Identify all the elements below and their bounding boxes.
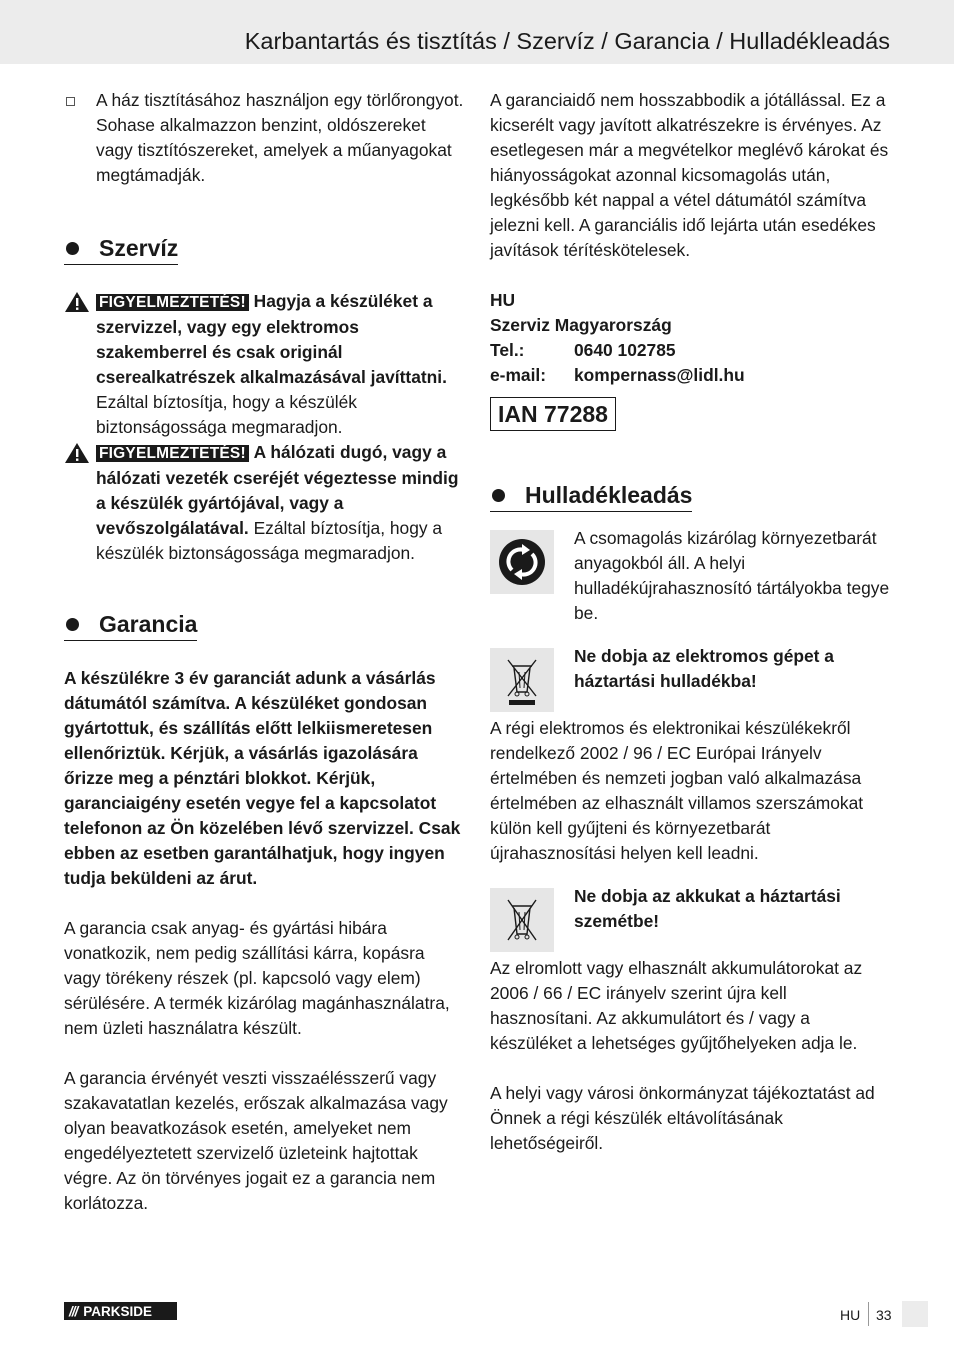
warranty-para-3: A garancia érvényét veszti visszaélésszerű vagy szakavatatlan kezelés, erőszak alkalmazása vagy olyan beavatkozások esetén, amelyeket nem engedélyeztetett szervizelő üzleteink hajtottak végre. Az ön törvényes jogait ez a garancia nem korlátozza.: [64, 1068, 448, 1213]
email-label: e-mail:: [490, 365, 547, 385]
weee-item: [490, 644, 890, 708]
email-value: kompernass@lidl.hu: [574, 365, 745, 385]
crossed-out-bin-icon: [490, 648, 554, 712]
section-heading-service: [64, 235, 178, 265]
section-title: Garancia: [99, 611, 198, 637]
battery-item: [490, 884, 890, 948]
warning-triangle-icon: [64, 291, 90, 313]
logo-text: PARKSIDE: [83, 1303, 153, 1319]
green-dot-recycle-icon: [490, 530, 554, 594]
warning-text: Ezáltal bíztosítja, hogy a készülék biztonságossága megmaradjon.: [96, 518, 443, 563]
warning-triangle-icon: [64, 442, 90, 464]
page-title: Karbantartás és tisztítás / Szervíz / Garancia / Hulladékleadás: [244, 28, 890, 54]
cleaning-item: [64, 88, 464, 188]
local-authority-text: A helyi vagy városi önkormányzat tájékoztatást ad Önnek a régi készülék eltávolításának lehetőségeiről.: [490, 1083, 875, 1153]
bullet-dot-icon: [66, 242, 79, 255]
weee-text: A régi elektromos és elektronikai készülékekről rendelkező 2002 / 96 / EC Európai Irányelv értelmében és nemzeti jogban való alkalmazása értelmében az elhasznált villamos szerszámokat külön kell gyűjteni és környezetbarát újrahasznosítási helyen kell leadni.: [490, 718, 864, 863]
checkbox-bullet-icon: [66, 97, 75, 106]
warranty-continuation: A garanciaidő nem hosszabbodik a jótállással. Ez a kicserélt vagy javított alkatrészekre is érvényes. Az esetlegesen már a megvételkor meglévő károkat és hiányosságokat azonnal kicsomagolás után, legkésőbb két nappal a vétel dátumától számítva jelezni kell. A garanciális idő lejárta után esedékes javítások térítéskötelesek.: [490, 90, 889, 260]
battery-warning-text: Ne dobja az akkukat a háztartási szemétbe!: [574, 886, 841, 931]
warning-label: FIGYELMEZTETÉS!: [96, 294, 249, 311]
section-heading-warranty: [64, 611, 197, 641]
contact-country: HU: [490, 290, 516, 310]
footer-divider: [868, 1302, 869, 1326]
contact-block: [490, 288, 890, 388]
warning-text: Ezáltal bíztosítja, hogy a készülék biztonságossága megmaradjon.: [96, 392, 357, 437]
warranty-bold-para: A készülékre 3 év garanciát adunk a vásárlás dátumától számítva. A készüléket gondosan gyártottuk, és szállítás előtt lelkiismeretesen ellenőriztük. Kérjük, a vásárlás igazolására őrizze meg a pénztári blokkot. Kérjük, garanciaigény esetén vegye fel a kapcsolatot telefonon az Ön közelében lévő szervizzel. Csak ebben az esetben garantálhatjuk, hogy ingyen tudja beküldeni az árut.: [64, 668, 461, 888]
section-heading-disposal: [490, 482, 692, 512]
warning-block-2: [64, 440, 464, 566]
packaging-item: [490, 526, 890, 626]
language-code: HU: [840, 1307, 861, 1323]
warning-block-1: [64, 289, 464, 440]
tel-value: 0640 102785: [574, 340, 676, 360]
packaging-text: A csomagolás kizárólag környezetbarát anyagokból áll. A helyi hulladékújrahasznosító tártályokba tegye be.: [574, 528, 890, 623]
ian-number: IAN 77288: [490, 397, 616, 431]
page-tab-marker: [902, 1301, 928, 1327]
cleaning-text: A ház tisztításához használjon egy törlőrongyot. Sohase alkalmazzon benzint, oldószereket vagy tisztítószereket, amelyek a műanyagokat megtámadják.: [96, 90, 464, 185]
warranty-para-2: A garancia csak anyag- és gyártási hibára vonatkozik, nem pedig szállítási kárra, kopásra vagy törékeny részek (pl. kapcsoló vagy elem) sérülésére. A termék kizárólag magánhasználatra, nem üzleti használatra készült.: [64, 918, 450, 1038]
bullet-dot-icon: [66, 618, 79, 631]
battery-text: Az elromlott vagy elhasznált akkumulátorokat az 2006 / 66 / EC irányelv szerint újra kell hasznosítani. Az akkumulátort és / vagy a készüléket a lehetséges gyűjtőhelyeken adja le.: [490, 958, 863, 1053]
bullet-dot-icon: [492, 489, 505, 502]
weee-warning-text: Ne dobja az elektromos gépet a háztartási hulladékba!: [574, 646, 834, 691]
crossed-out-bin-icon: [490, 888, 554, 952]
logo-slashes: ///: [69, 1303, 78, 1319]
section-title: Szervíz: [99, 235, 179, 261]
page-number: 33: [876, 1307, 892, 1323]
section-title: Hulladékleadás: [525, 482, 693, 508]
tel-label: Tel.:: [490, 340, 525, 360]
contact-name: Szerviz Magyarország: [490, 315, 672, 335]
left-column: [64, 88, 464, 1216]
header-band: [0, 0, 954, 64]
right-column: [490, 88, 890, 1156]
warning-label: FIGYELMEZTETÉS!: [96, 445, 249, 462]
warning-bold-text: Hagyja a készüléket a szervizzel, vagy egy elektromos szakemberrel és csak originál cserealkatrészek alkalmazásával javíttatni.: [96, 291, 447, 387]
warning-bold-text: A hálózati dugó, vagy a hálózati vezeték cseréjét végeztesse mindig a készülék gyártójával, vagy a vevőszolgálatával.: [96, 442, 459, 538]
parkside-logo: [64, 1302, 177, 1320]
